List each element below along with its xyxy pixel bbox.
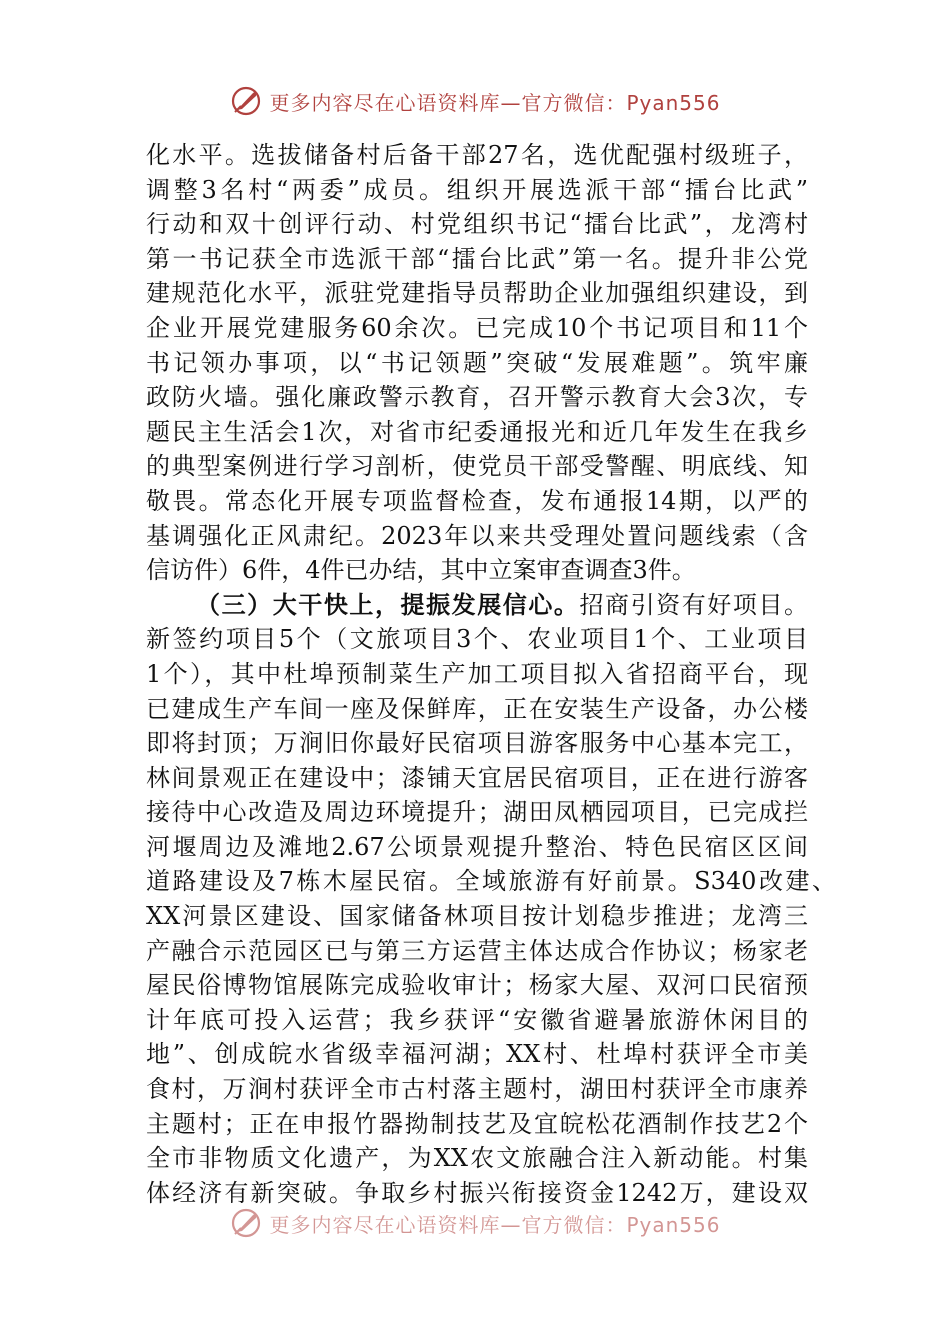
text-line: 产融合示范园区已与第三方运营主体达成合作协议；杨家老 (146, 936, 808, 965)
text-line: 已建成生产车间一座及保鲜库，正在安装生产设备，办公楼 (146, 694, 808, 723)
text-line: 建规范化水平，派驻党建指导员帮助企业加强组织建设，到 (146, 279, 808, 308)
feather-pen-logo-icon (229, 1206, 263, 1240)
text-run: 招商引资有好项目。 (579, 590, 809, 619)
text-line: 第一书记获全市选派干部“擂台比武”第一名。提升非公党 (146, 244, 808, 273)
watermark-text: 更多内容尽在心语资料库—官方微信：Pyan556 (269, 1212, 721, 1237)
section-heading-line (146, 588, 808, 623)
feather-pen-logo-icon (229, 84, 263, 118)
text-line: XX河景区建设、国家储备林项目按计划稳步推进；龙湾三 (146, 902, 808, 931)
text-line: 地”、创成皖水省级幸福河湖；XX村、杜埠村获评全市美 (146, 1040, 808, 1069)
text-line: 全市非物质文化遗产，为XX农文旅融合注入新动能。村集 (146, 1144, 808, 1173)
text-line: 书记领办事项，以“书记领题”突破“发展难题”。筑牢廉 (146, 348, 808, 377)
watermark-footer (0, 1206, 950, 1240)
text-line: 信访件）6件，4件已办结，其中立案审查调查3件。 (146, 556, 696, 585)
text-line: 企业开展党建服务60余次。已完成10个书记项目和11个 (146, 313, 808, 342)
text-line: 计年底可投入运营；我乡获评“安徽省避暑旅游休闲目的 (146, 1005, 808, 1034)
text-line: 体经济有新突破。争取乡村振兴衔接资金1242万，建设双 (146, 1178, 808, 1207)
section-heading: （三）大干快上，提振发展信心。 (196, 589, 580, 619)
text-line: 调整3名村“两委”成员。组织开展选派干部“擂台比武” (146, 175, 808, 204)
text-line: 题民主生活会1次，对省市纪委通报光和近几年发生在我乡 (146, 417, 808, 446)
text-line: 接待中心改造及周边环境提升；湖田凤栖园项目，已完成拦 (146, 798, 808, 827)
text-line: 化水平。选拔储备村后备干部27名，选优配强村级班子， (146, 141, 808, 169)
text-line: 主题村；正在申报竹器拗制技艺及宜皖松花酒制作技艺2个 (146, 1109, 808, 1138)
watermark-text: 更多内容尽在心语资料库—官方微信：Pyan556 (269, 90, 721, 115)
text-line: 1个），其中杜埠预制菜生产加工项目拟入省招商平台，现 (146, 659, 808, 688)
text-line: 食村，万涧村获评全市古村落主题村，湖田村获评全市康养 (146, 1075, 808, 1104)
text-line: 屋民俗博物馆展陈完成验收审计；杨家大屋、双河口民宿预 (146, 971, 808, 1000)
text-line: 林间景观正在建设中；漆铺天宜居民宿项目，正在进行游客 (146, 763, 808, 792)
text-line: 河堰周边及滩地2.67公顷景观提升整治、特色民宿区区间 (146, 832, 808, 861)
text-line: 基调强化正风肃纪。2023年以来共受理处置问题线索（含 (146, 521, 808, 550)
text-line: 政防火墙。强化廉政警示教育，召开警示教育大会3次，专 (146, 383, 808, 412)
text-line: 行动和双十创评行动、村党组织书记“擂台比武”，龙湾村 (146, 210, 808, 239)
watermark-header (0, 84, 950, 118)
document-body (146, 138, 836, 1210)
text-line: 即将封顶；万涧旧你最好民宿项目游客服务中心基本完工， (146, 729, 808, 758)
text-line: 新签约项目5个（文旅项目3个、农业项目1个、工业项目 (146, 625, 808, 654)
text-line: 的典型案例进行学习剖析，使党员干部受警醒、明底线、知 (146, 452, 808, 481)
text-line: 敬畏。常态化开展专项监督检查，发布通报14期，以严的 (146, 486, 808, 515)
text-line: 道路建设及7栋木屋民宿。全域旅游有好前景。S340改建、 (146, 867, 836, 896)
